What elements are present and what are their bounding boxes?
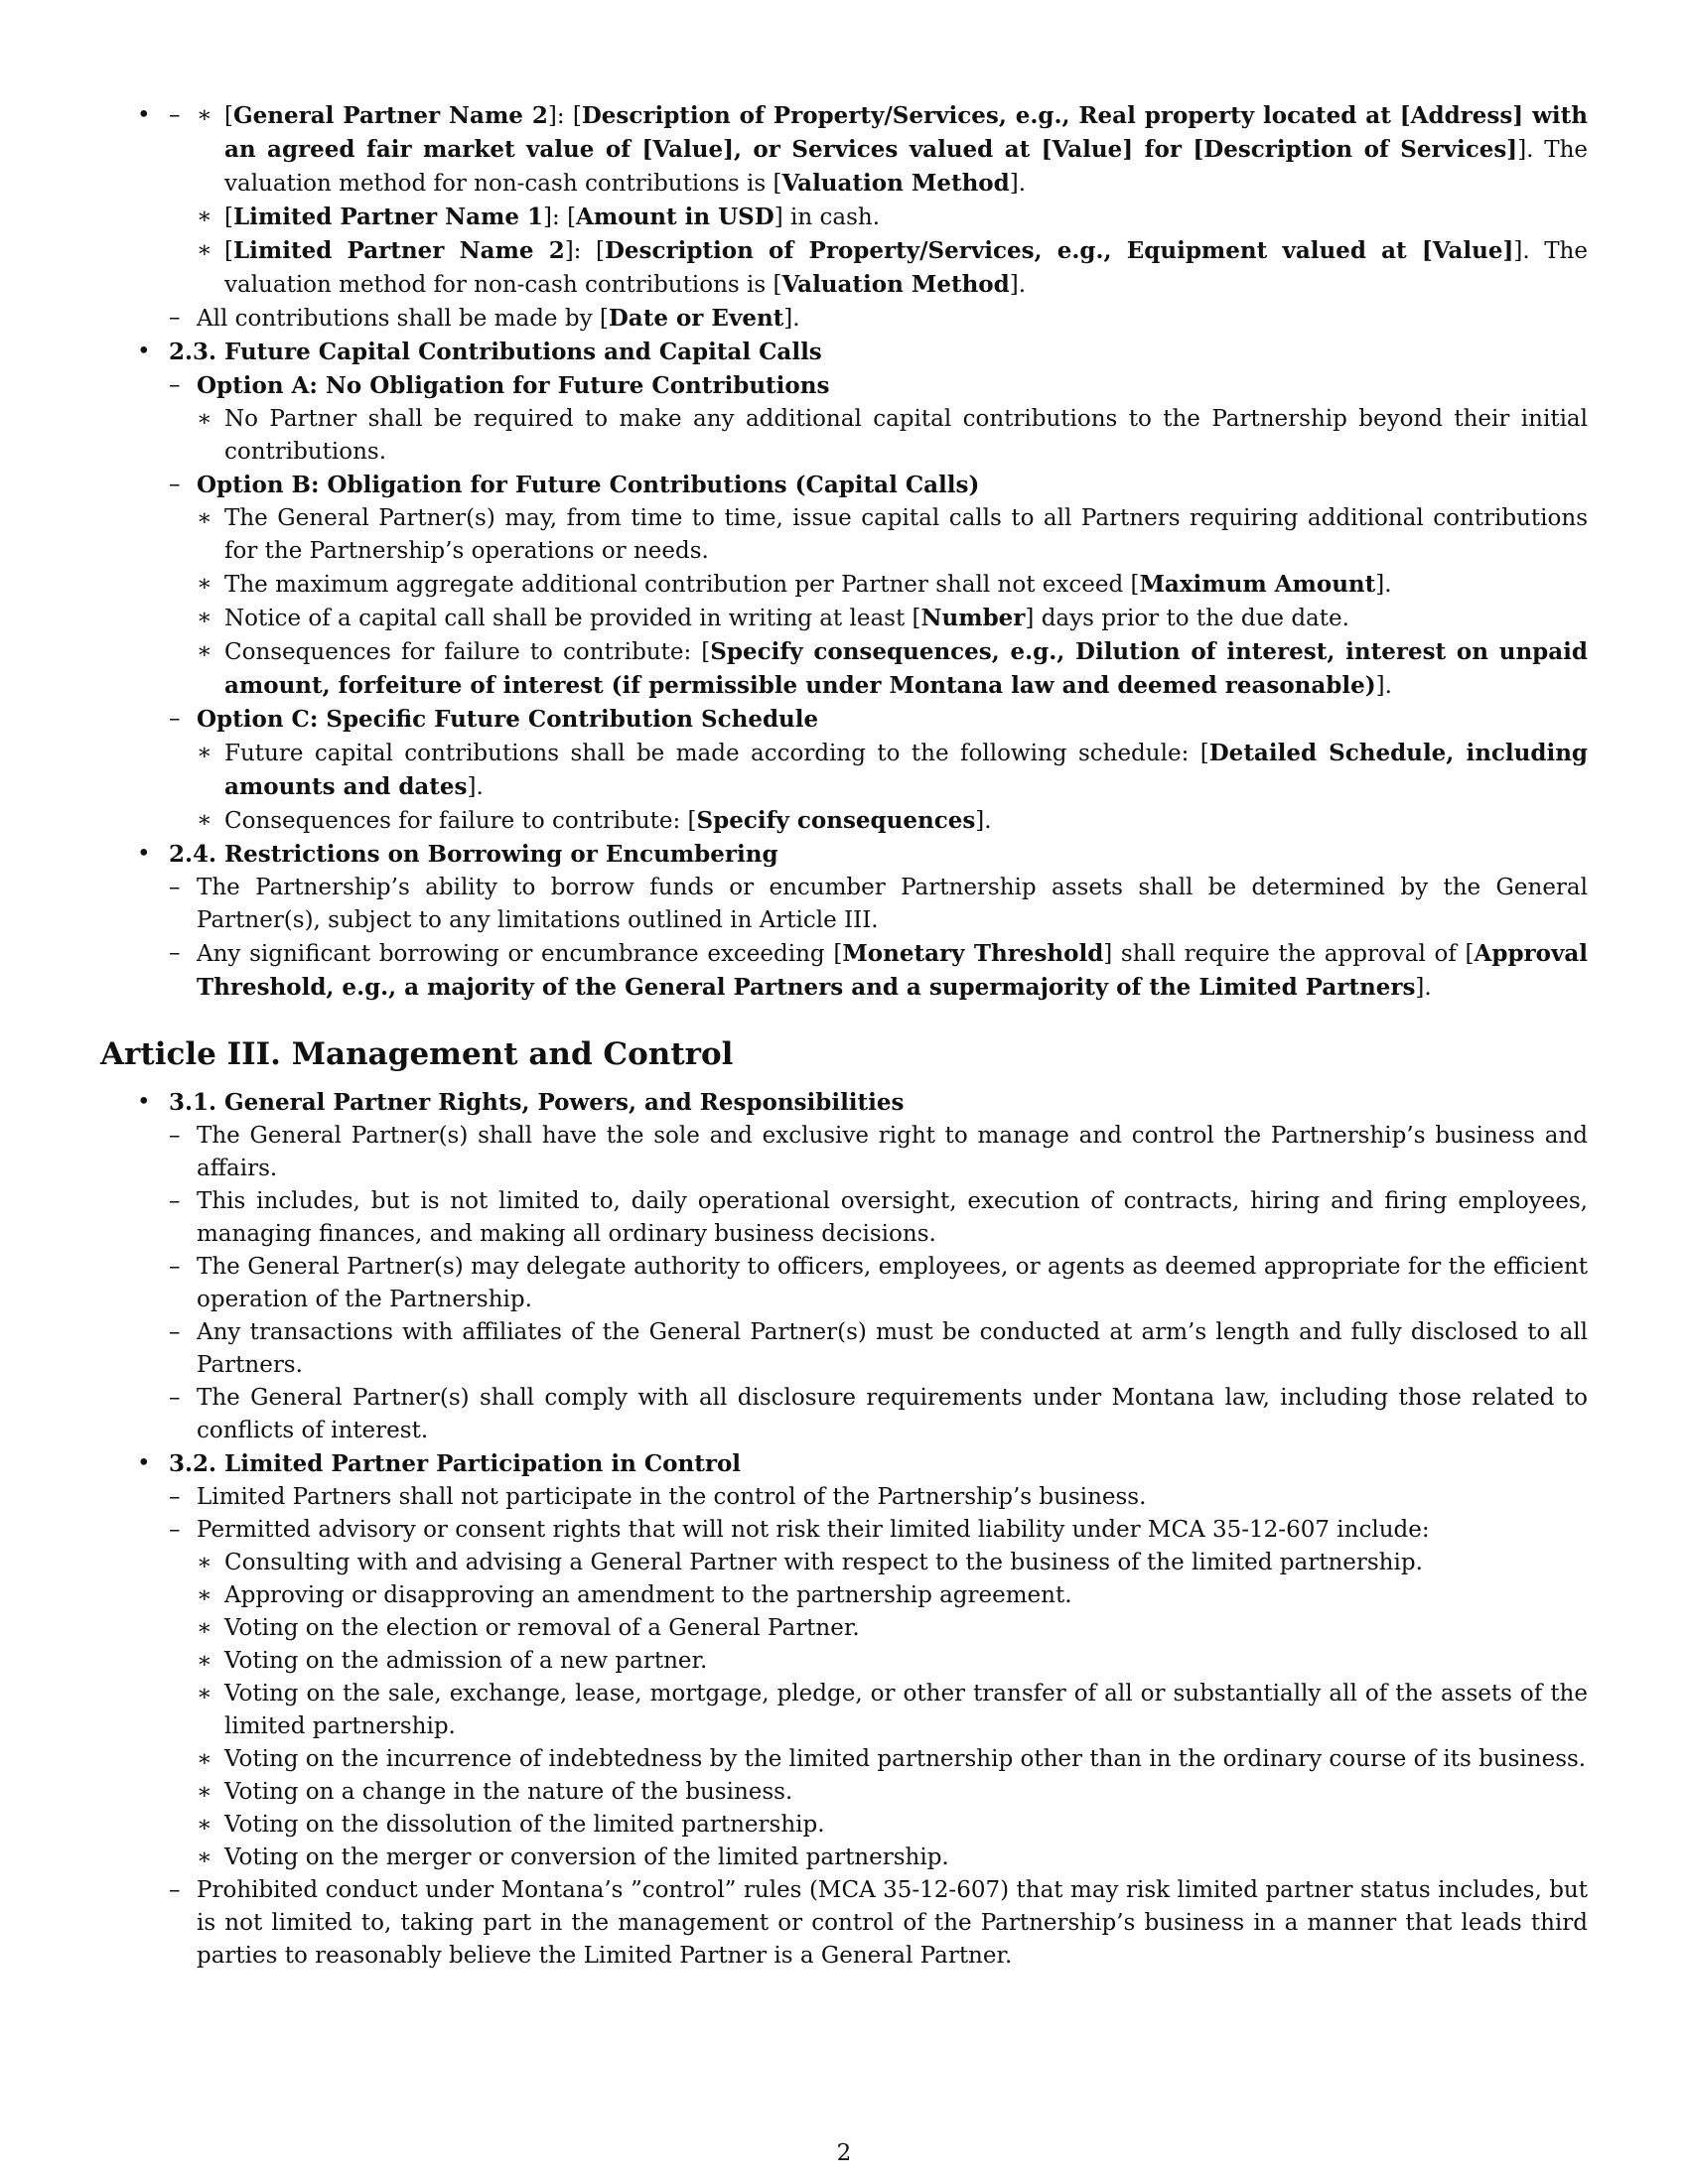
option-c <box>169 703 1588 838</box>
list-item: ∗ Approving or disapproving an amendment to the partnership agreement. <box>197 1579 1588 1612</box>
list-item: ∗ Consequences for failure to contribute: [Specify consequences]. <box>197 804 1588 838</box>
list-item: ∗ The General Partner(s) may, from time to time, issue capital calls to all Partners requiring additional contributions for the Partnership’s operations or needs. <box>197 502 1588 568</box>
section-heading: 3.2. Limited Partner Participation in Control <box>169 1450 742 1477</box>
option-title: Option A: No Obligation for Future Contributions <box>197 372 830 399</box>
article-3-sections <box>100 1086 1588 1973</box>
section-2-2-continued <box>100 99 1588 336</box>
list-item: ∗ Voting on the admission of a new partner. <box>197 1645 1588 1678</box>
list-item: – The General Partner(s) shall comply with all disclosure requirements under Montana law, including those related to conflicts of interest. <box>169 1382 1588 1447</box>
permitted-rights-list <box>197 1547 1588 1874</box>
option-title: Option B: Obligation for Future Contributions (Capital Calls) <box>197 472 980 498</box>
list-item: ∗ [Limited Partner Name 1]: [Amount in USD] in cash. <box>197 201 1588 234</box>
list-item: ∗ Voting on a change in the nature of the business. <box>197 1776 1588 1809</box>
list-item <box>169 99 1588 302</box>
partner-contribution-items <box>197 99 1588 302</box>
option-items <box>197 737 1588 838</box>
list-item: – The General Partner(s) may delegate authority to officers, employees, or agents as deemed appropriate for the efficient operation of the Partnership. <box>169 1251 1588 1316</box>
article-title: Article III. Management and Control <box>100 1036 734 1072</box>
section-items <box>169 1120 1588 1447</box>
list-item: – Limited Partners shall not participate in the control of the Partnership’s business. <box>169 1481 1588 1514</box>
section-item <box>100 838 1588 1005</box>
section-item <box>100 336 1588 838</box>
list-item: ∗ [Limited Partner Name 2]: [Description of Property/Services, e.g., Equipment valued at [Value]]. The valuation method for non-cash contributions is [Valuation Method]. <box>197 234 1588 302</box>
list-item: – Prohibited conduct under Montana’s ”control” rules (MCA 35-12-607) that may risk limited partner status includes, but is not limited to, taking part in the management or control of the Partnership’s business in a manner that leads third parties to reasonably believe the Limited Partner is a General Partner. <box>169 1874 1588 1973</box>
option-items <box>197 502 1588 703</box>
option-b <box>169 469 1588 703</box>
option-a <box>169 369 1588 469</box>
list-item: ∗ Voting on the dissolution of the limited partnership. <box>197 1809 1588 1842</box>
list-item: ∗ Voting on the election or removal of a General Partner. <box>197 1612 1588 1645</box>
list-item: ∗ Consulting with and advising a General Partner with respect to the business of the limited partnership. <box>197 1547 1588 1579</box>
section-items <box>169 1481 1588 1973</box>
list-item: ∗ Consequences for failure to contribute: [Specify consequences, e.g., Dilution of interest, interest on unpaid amount, forfeiture of interest (if permissible under Montana law and deemed reasonable)]. <box>197 635 1588 703</box>
option-list <box>169 369 1588 838</box>
list-item: ∗ Voting on the incurrence of indebtedness by the limited partnership other than in the ordinary course of its business. <box>197 1743 1588 1776</box>
list-item: ∗ Notice of a capital call shall be provided in writing at least [Number] days prior to the due date. <box>197 602 1588 635</box>
option-title: Option C: Specific Future Contribution Schedule <box>197 706 819 733</box>
list-item: ∗ The maximum aggregate additional contribution per Partner shall not exceed [Maximum Amount]. <box>197 568 1588 602</box>
section-2-2-body <box>100 99 1588 336</box>
page-number: 2 <box>836 2140 852 2166</box>
option-items <box>197 403 1588 469</box>
section-item <box>100 1447 1588 1973</box>
document-body <box>100 99 1588 1973</box>
section-heading: 2.3. Future Capital Contributions and Capital Calls <box>169 339 822 365</box>
list-item: – The Partnership’s ability to borrow funds or encumber Partnership assets shall be determined by the General Partner(s), subject to any limitations outlined in Article III. <box>169 872 1588 937</box>
list-item: ∗ – • [General Partner Name 2]: [Description of Property/Services, e.g., Real property located at [Address] with an agreed fair market value of [Value], or Services valued at [Value] for [Description of Services]]. The valuation method for non-cash contributions is [Valuation Method]. <box>197 99 1588 201</box>
list-item: – All contributions shall be made by [Date or Event]. <box>169 302 1588 336</box>
list-item: – Any significant borrowing or encumbrance exceeding [Monetary Threshold] shall require the approval of [Approval Threshold, e.g., a majority of the General Partners and a supermajority of the Limited Partners]. <box>169 937 1588 1005</box>
list-item: – This includes, but is not limited to, daily operational oversight, execution of contracts, hiring and firing employees, managing finances, and making all ordinary business decisions. <box>169 1185 1588 1251</box>
list-item: – Permitted advisory or consent rights that will not risk their limited liability under MCA 35-12-607 include: ∗ Consulting with and advising a General Partner with respect to the business of the limited partnership. ∗ Approving or disapproving an amendment to the partnership agreement. ∗ Voting on the election or removal of a General Partner. ∗ Voting on the admission of a new partner. ∗ Voting on the sale, exchange, lease, mortgage, pledge, or other transfer of all or substantially all of the assets of the limited partnership. ∗ Voting on the incurrence of indebtedness by the limited partnership other than in the ordinary course of its business. ∗ Voting on a change in the nature of the business. ∗ Voting on the dissolution of the limited partnership. ∗ Voting on the merger or conversion of the limited partnership. <box>169 1514 1588 1874</box>
section-items <box>169 872 1588 1005</box>
contribution-list <box>169 99 1588 336</box>
list-item: ∗ Voting on the merger or conversion of the limited partnership. <box>197 1842 1588 1874</box>
section-heading: 2.4. Restrictions on Borrowing or Encumbering <box>169 841 778 868</box>
section-item <box>100 1086 1588 1447</box>
list-item: ∗ No Partner shall be required to make any additional capital contributions to the Partnership beyond their initial contributions. <box>197 403 1588 469</box>
list-item: ∗ Voting on the sale, exchange, lease, mortgage, pledge, or other transfer of all or substantially all of the assets of the limited partnership. <box>197 1678 1588 1743</box>
list-item: – Any transactions with affiliates of the General Partner(s) must be conducted at arm’s length and fully disclosed to all Partners. <box>169 1316 1588 1382</box>
list-item: ∗ Future capital contributions shall be made according to the following schedule: [Detailed Schedule, including amounts and dates]. <box>197 737 1588 804</box>
section-heading: 3.1. General Partner Rights, Powers, and Responsibilities <box>169 1089 905 1116</box>
section-2-3 <box>100 336 1588 1005</box>
list-item: – The General Partner(s) shall have the sole and exclusive right to manage and control the Partnership’s business and affairs. <box>169 1120 1588 1185</box>
